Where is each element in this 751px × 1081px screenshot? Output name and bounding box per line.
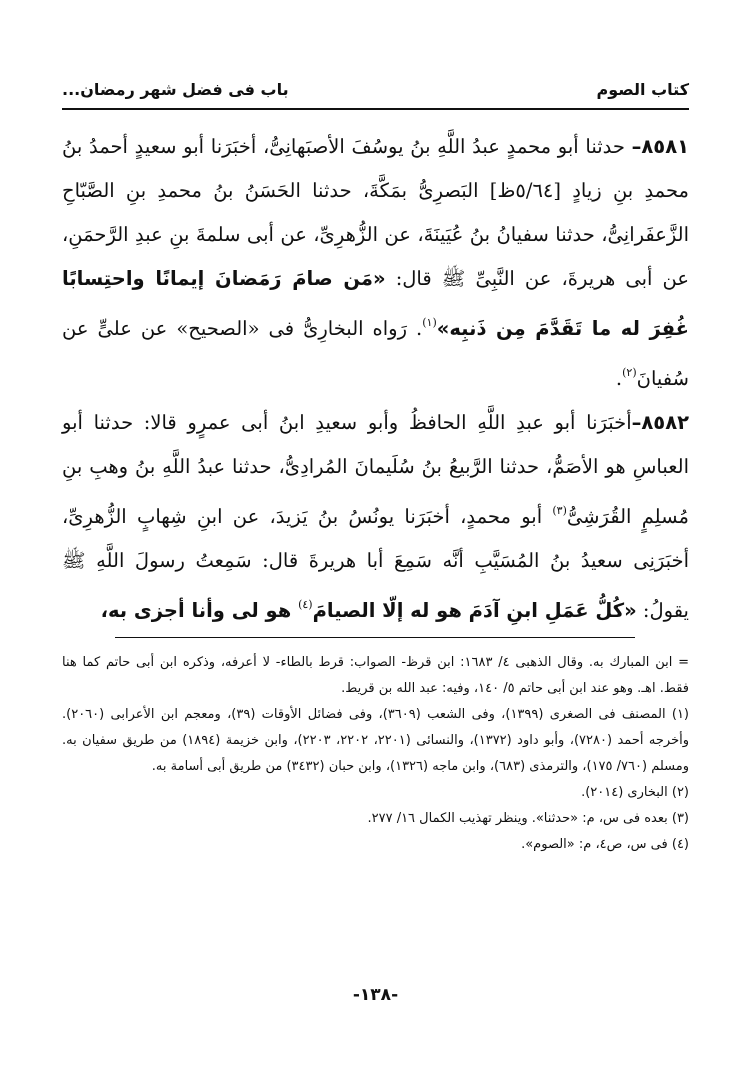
- hadith-quote: «مَن صامَ رَمَضانَ إيمانًا واحتِسابًا غُفِرَ له ما تَقَدَّمَ مِن ذَنبِه»: [62, 267, 690, 340]
- hadith-source: . رَواه البخارِىُّ فى «الصحيح» عن علىٍّ عن سُفيانَ: [62, 317, 689, 390]
- hadith-quote: «كُلُّ عَمَلِ ابنِ آدَمَ هو له إلّا الصيامَ: [312, 599, 637, 622]
- footnote: (٤) فى س، ص٤، م: «الصوم».: [521, 837, 689, 852]
- hadith-chain: أخبَرَنا أبو عبدِ اللَّهِ الحافظُ وأبو سعيدِ ابنُ أبى عمرٍو قالا: حدثنا أبو العباسِ هو الأصَمُّ، حدثنا الرَّبيعُ بنُ سُلَيمانَ المُرادِىُّ، حدثنا عبدُ اللَّهِ بنُ وهبِ بنِ مُسلِمٍ القُرَشِىُّ: [62, 411, 689, 528]
- section-title: باب فى فضل شهر رمضان...: [62, 80, 289, 99]
- hadith-quote-continued: هو لى وأنا أجزى به،: [100, 599, 299, 622]
- hadith-number: ٨٥٨١–: [631, 135, 689, 158]
- hadith-number: ٨٥٨٢–: [631, 411, 689, 434]
- hadith-chain-continued: أبو محمدٍ، أخبَرَنا يونُسُ بنُ يَزيدَ، عن ابنِ شِهابٍ الزُّهرِىِّ، أخبَرَنِى سعيدُ بنُ المُسَيَّبِ أنَّه سَمِعَ أبا هريرةَ قال: سَمِعتُ رسولَ اللَّهِ ﷺ يقولُ:: [62, 505, 689, 622]
- footnotes: [62, 650, 689, 858]
- main-text: [62, 125, 689, 633]
- chapter-title: كتاب الصوم: [596, 80, 689, 99]
- footnote-ref: (٢): [622, 366, 637, 379]
- page-number: -١٣٨-: [352, 985, 399, 1005]
- footnote: = ابن المبارك به. وقال الذهبى ٤/ ١٦٨٣: ابن قرظ- الصواب: قرط بالطاء- لا أعرفه، وذكره ابن أبى حاتم كما هنا فقط. اهـ. وهو عند ابن أبى حاتم ٥/ ١٤٠، وفيه: عبد الله بن قريط.: [62, 655, 690, 696]
- footnote-ref: (٣): [552, 504, 567, 517]
- hadith-end: .: [615, 367, 623, 390]
- hadith-8581: [62, 125, 689, 401]
- footnote-divider: [115, 637, 635, 638]
- hadith-chain: حدثنا أبو محمدٍ عبدُ اللَّهِ بنُ يوسُفَ الأصبَهانِىُّ، أخبَرَنا أبو سعيدٍ أحمدُ بنُ محمدِ بنِ زيادٍ [٥/٦٤ظ] البَصرِىُّ بمَكَّةَ، حدثنا الحَسَنُ بنُ محمدِ بنِ الصَّبّاحِ الزَّعفَرانِىُّ، حدثنا سفيانُ بنُ عُيَينَةَ، عن الزُّهرِىِّ، عن أبى سلمةَ بنِ عبدِ الرَّحمَنِ، عن أبى هريرةَ، عن النَّبِىِّ ﷺ قال:: [62, 135, 690, 290]
- hadith-8582: [62, 401, 689, 633]
- running-header: [62, 74, 689, 110]
- footnote: (٣) بعده فى س، م: «حدثنا». وينظر تهذيب الكمال ١٦/ ٢٧٧.: [367, 811, 689, 826]
- footnote-ref: (٤): [298, 598, 313, 611]
- footnote: (٢) البخارى (٢٠١٤).: [581, 785, 689, 800]
- footnote: (١) المصنف فى الصغرى (١٣٩٩)، وفى الشعب (٣٦٠٩)، وفى فضائل الأوقات (٣٩)، ومعجم ابن الأعرابى (٢٠٦٠). وأخرجه أحمد (٧٢٨٠)، وأبو داود (١٣٧٢)، والنسائى (٢٢٠١، ٢٢٠٢، ٢٢٠٣)، وابن خزيمة (١٨٩٤) من طريق سفيان به. ومسلم (٧٦٠/ ١٧٥)، والترمذى (٦٨٣)، وابن ماجه (١٣٢٦)، وابن حبان (٣٤٣٢) من طريق أبى أسامة به.: [62, 707, 690, 774]
- footnote-ref: (١): [422, 316, 437, 329]
